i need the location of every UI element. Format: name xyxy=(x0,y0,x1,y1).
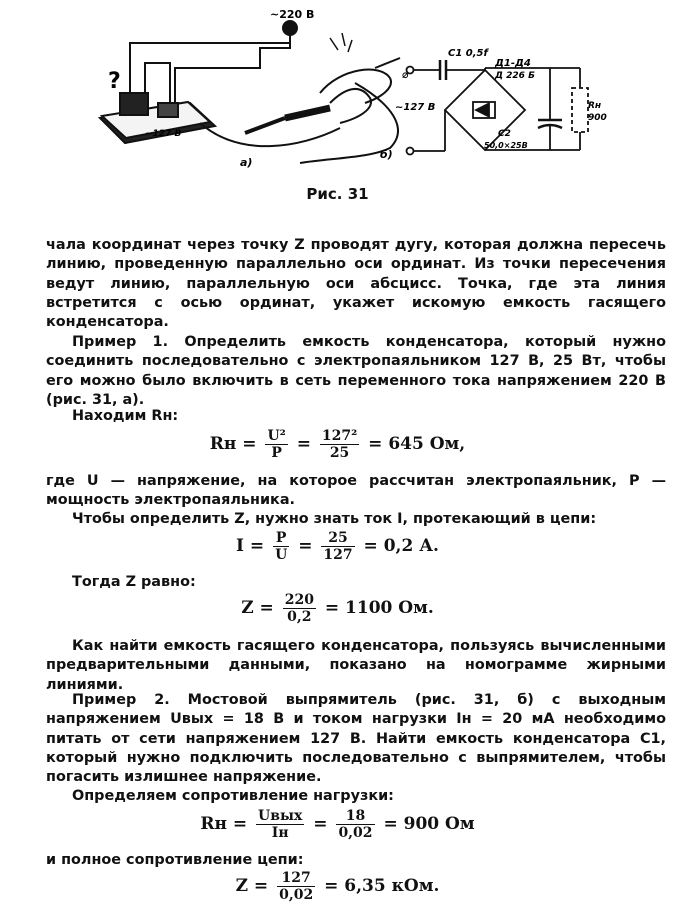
eq4-rhs: = 900 Ом xyxy=(383,814,475,834)
left-voltage-label: ~220 В xyxy=(270,8,315,21)
paragraph-then-z: Тогда Z равно: xyxy=(72,574,196,590)
diode-type-label: Д 226 Б xyxy=(495,71,535,81)
eq4-frac-2 xyxy=(336,808,374,841)
eq2-frac-2 xyxy=(321,530,354,563)
capacitor-icon xyxy=(440,60,446,80)
eq1-f1-num: U² xyxy=(267,428,286,444)
c1-label: С1 0,5f xyxy=(448,48,488,59)
right-figure-label: б) xyxy=(380,148,393,161)
c2-value-label: 50,0×25В xyxy=(484,141,528,150)
eq2-eq-sign: = xyxy=(298,536,313,556)
eq2-lhs: I = xyxy=(236,536,265,556)
eq2-f2-den: 127 xyxy=(323,547,353,563)
eq3-f1-num: 220 xyxy=(284,592,314,608)
svg-text:⌀: ⌀ xyxy=(402,68,409,81)
eq5-f1-den: 0,02 xyxy=(279,887,314,903)
eq4-f1-den: Iн xyxy=(271,825,289,841)
eq4-f2-den: 0,02 xyxy=(338,825,373,841)
right-voltage-label: ~127 В xyxy=(395,102,436,113)
eq2-frac-1 xyxy=(273,530,289,563)
eq1-rhs: = 645 Ом, xyxy=(368,434,466,454)
resistor-icon xyxy=(572,68,588,150)
diodes-label: Д1-Д4 xyxy=(495,58,531,69)
equation-z xyxy=(0,592,675,625)
load-value-label: 900 xyxy=(588,113,607,123)
paragraph-full-impedance: и полное сопротивление цепи: xyxy=(46,852,304,868)
eq1-lhs: Rн = xyxy=(209,434,257,454)
eq1-f2-num: 127² xyxy=(321,428,358,444)
eq1-frac-2 xyxy=(320,428,359,461)
equation-i xyxy=(0,530,675,563)
question-mark: ? xyxy=(108,69,121,94)
paragraph-find-rn: Находим Rн: xyxy=(72,408,179,424)
figure-31 xyxy=(90,8,610,178)
eq2-rhs: = 0,2 А. xyxy=(363,536,439,556)
eq2-f2-num: 25 xyxy=(321,530,354,547)
figure-caption: Рис. 31 xyxy=(306,185,369,203)
diode-bridge-icon xyxy=(445,70,525,150)
eq4-eq-sign: = xyxy=(313,814,328,834)
eq3-frac-1 xyxy=(283,592,316,625)
left-figure-label: а) xyxy=(240,156,253,169)
load-label: Rн xyxy=(588,101,602,111)
eq4-frac-1 xyxy=(256,808,304,841)
eq2-f1-den: U xyxy=(275,547,288,563)
paragraph-find-z: Чтобы определить Z, нужно знать ток I, протекающий в цепи: xyxy=(72,511,597,527)
paragraph-example-2: Пример 2. Мостовой выпрямитель (рис. 31, б) с выходным напряжением Uвых = 18 В и током нагрузки Iн = 20 мА необходимо питать от сети напряжением 127 В. Найти емкость конденсатора С1, который нужно подключить последовательно с выпрямителем, чтобы погасить излишнее напряжение. xyxy=(46,692,666,786)
equation-rn xyxy=(0,428,675,461)
eq4-lhs: Rн = xyxy=(200,814,248,834)
eq1-frac-1 xyxy=(265,428,287,461)
eq4-f1-num: Uвых xyxy=(258,808,303,824)
figure-illustration xyxy=(90,8,610,178)
eq5-frac-1 xyxy=(277,870,315,903)
paragraph-1: чала координат через точку Z проводят дугу, которая должна пересечь линию, проведенную параллельно оси ординат. Из точки пересечения ведут линию, параллельную оси абсцисс. Точка, где эта линия встретится с осью ординат, укажет искомую емкость гасящего конденсатора. xyxy=(46,237,666,331)
eq1-f2-den: 25 xyxy=(329,445,350,461)
paragraph-example-1: Пример 1. Определить емкость конденсатора, который нужно соединить последовательно с электропаяльником 127 В, 25 Вт, чтобы его можно было включить в сеть переменного тока напряжением 220 В (рис. 31, а). xyxy=(46,334,666,408)
c2-label: С2 xyxy=(498,129,511,139)
equation-z-2 xyxy=(0,870,675,903)
eq3-lhs: Z = xyxy=(241,598,274,618)
eq5-lhs: Z = xyxy=(235,876,269,896)
eq2-f1-num: P xyxy=(273,530,289,547)
paragraph-where-u: где U — напряжение, на которое рассчитан электропаяльник, P — мощность электропаяльника. xyxy=(46,473,666,509)
eq1-eq-sign: = xyxy=(296,434,311,454)
eq5-rhs: = 6,35 кОм. xyxy=(324,876,440,896)
equation-rn-2 xyxy=(0,808,675,841)
eq5-f1-num: 127 xyxy=(277,870,315,887)
left-small-voltage-label: ~127 В xyxy=(145,129,182,139)
eq3-rhs: = 1100 Ом. xyxy=(324,598,434,618)
paragraph-nomogram: Как найти емкость гасящего конденсатора, пользуясь вычисленными предварительными данными, показано на номограмме жирными линиями. xyxy=(46,638,666,693)
soldering-iron-icon xyxy=(100,21,400,163)
eq1-f1-den: P xyxy=(271,445,282,461)
paragraph-load-resistance: Определяем сопротивление нагрузки: xyxy=(72,788,394,804)
eq3-f1-den: 0,2 xyxy=(287,609,312,625)
eq4-f2-num: 18 xyxy=(336,808,374,825)
